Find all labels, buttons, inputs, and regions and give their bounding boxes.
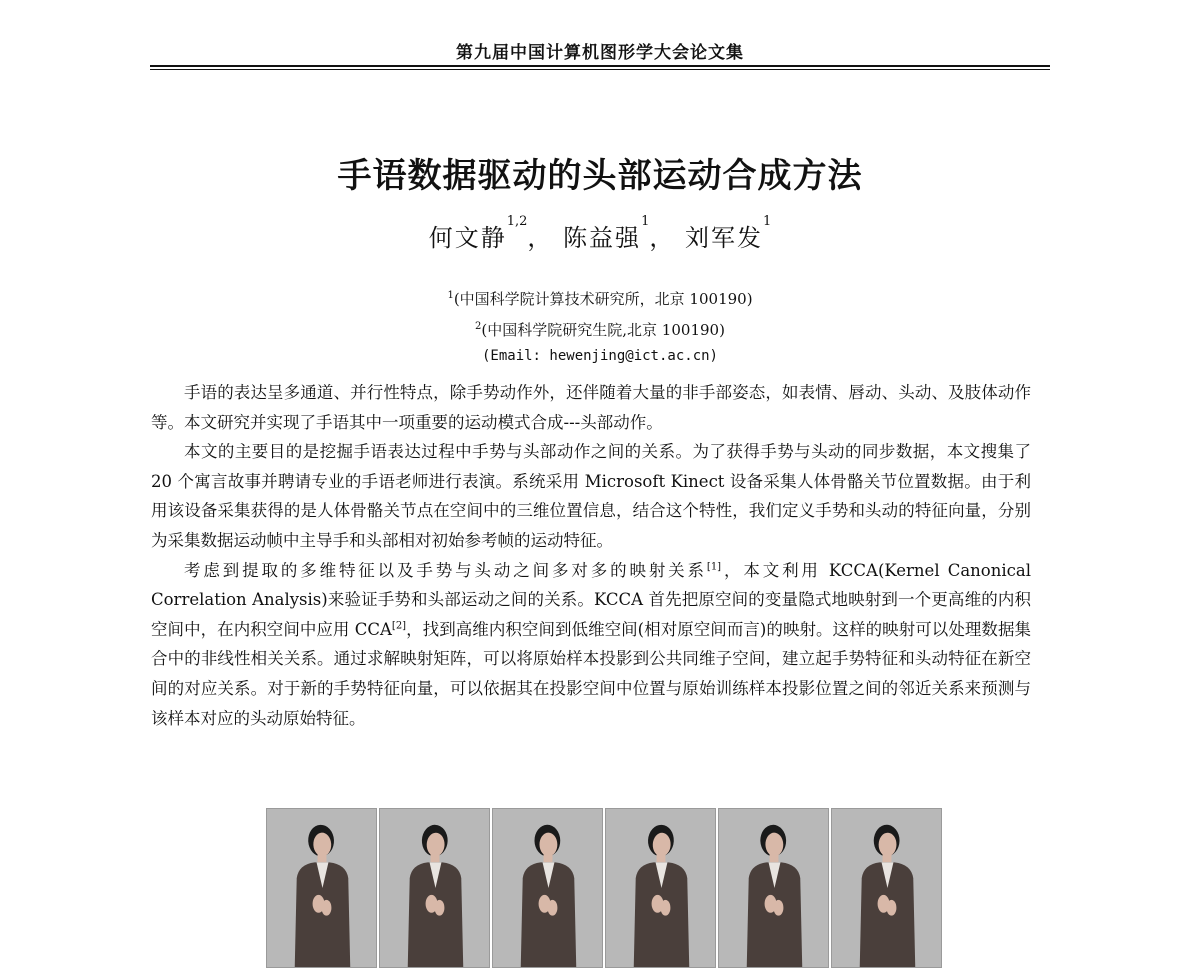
author-affiliation-mark: 1 [641,214,650,229]
avatar-frame [379,808,490,968]
avatar-frame [266,808,377,968]
affiliation-1 [150,288,1050,309]
signing-avatar-illustration [493,809,602,967]
author-name: 陈益强 [563,224,642,252]
affiliation-2 [150,319,1050,340]
signing-avatar-illustration [719,809,828,967]
paragraph-3-text: ，找到高维内积空间到低维空间(相对原空间而言)的映射。这样的映射可以处理数据集合中的非线性相关关系。通过求解映射矩阵，可以将原始样本投影到公共同维子空间，建立起手势特征和头动特征在新空间的对应关系。对于新的手势特征向量，可以依据其在投影空间中位置与原始训练样本投影位置之间的邻近关系来预测与该样本对应的头动原始特征。 [151,619,1031,728]
author-separator: ， [649,224,676,252]
author-affiliation-mark: 1,2 [506,214,528,229]
paragraph-2: 本文的主要目的是挖掘手语表达过程中手势与头部动作之间的关系。为了获得手势与头动的同步数据，本文搜集了 20 个寓言故事并聘请专业的手语老师进行表演。系统采用 Microsoft Kinect 设备采集人体骨骼关节位置数据。由于利用该设备采集获得的是人体骨骼关节点在空间中的三维位置信息，结合这个特性，我们定义手势和头动的特征向量，分别为采集数据运动帧中主导手和头部相对初始参考帧的运动特征。 [151,442,1031,550]
figure-avatar-frames [266,808,942,968]
running-header: 第九届中国计算机图形学大会论文集 [456,43,744,63]
author-affiliation-mark: 1 [762,214,772,229]
author-separator: ， [527,224,554,252]
paragraph-3-text: 考虑到提取的多维特征以及手势与头动之间多对多的映射关系 [184,560,707,580]
signing-avatar-illustration [606,809,715,967]
avatar-frame [605,808,716,968]
author-list [150,214,1050,253]
signing-avatar-illustration [832,809,941,967]
signing-avatar-illustration [380,809,489,967]
paper-title: 手语数据驱动的头部运动合成方法 [337,156,863,196]
abstract-body [151,378,1031,733]
avatar-frame [492,808,603,968]
header-rule [150,65,1050,70]
author-name: 刘军发 [684,224,763,252]
citation-ref: [1] [706,561,722,573]
affiliation-mark: 1 [447,290,454,301]
paragraph-3-text: ，本文利用 KCCA(Kernel Canonical Correlation Analysis)来验证手势和头部运动之间的关系。KCCA 首先把原空间的变量隐式地映射到一个更高维的内积空间中，在内积空间中应用 CCA [151,560,1031,639]
avatar-frame [718,808,829,968]
affiliation-text: (中国科学院计算技术研究所，北京 100190) [453,290,753,308]
signing-avatar-illustration [267,809,376,967]
paragraph-1: 手语的表达呈多通道、并行性特点，除手势动作外，还伴随着大量的非手部姿态，如表情、唇动、头动、及肢体动作等。本文研究并实现了手语其中一项重要的运动模式合成---头部动作。 [151,383,1031,432]
affiliation-text: (中国科学院研究生院,北京 100190) [481,321,725,339]
author-name: 何文静 [428,224,507,252]
paragraph-3 [151,556,1031,734]
avatar-frame [831,808,942,968]
affiliation-mark: 2 [475,321,482,332]
email-line: (Email: hewenjing@ict.ac.cn) [481,348,718,364]
citation-ref: [2] [391,620,407,632]
